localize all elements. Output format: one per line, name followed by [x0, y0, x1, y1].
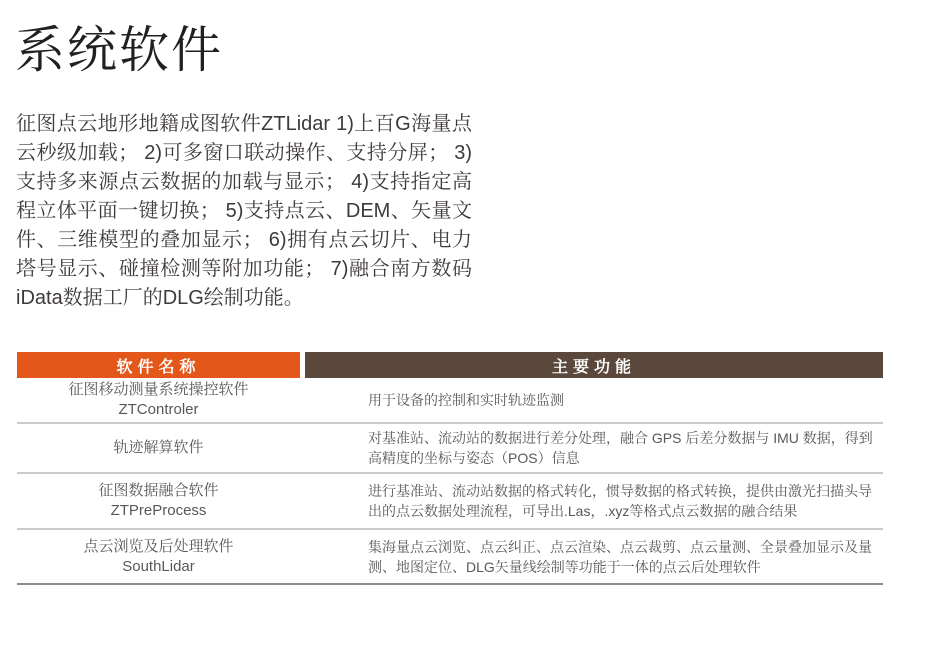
software-name-cell: [17, 530, 300, 583]
column-header-main-functions: 主要功能: [305, 352, 883, 378]
software-name-en: ZTPreProcess: [110, 502, 207, 519]
software-name-cn: 征图数据融合软件: [98, 482, 219, 499]
software-name-cn: 轨迹解算软件: [113, 439, 204, 456]
table-header-row: [17, 352, 883, 378]
table-row: [17, 474, 883, 530]
software-desc-cell: [300, 424, 883, 472]
intro-paragraph: 征图点云地形地籍成图软件ZTLidar 1)上百G海量点云秒级加载； 2)可多窗口联动操作、支持分屏； 3)支持多来源点云数据的加载与显示； 4)支持指定高程立体平面一键切换； 5)支持点云、DEM、矢量文件、三维模型的叠加显示； 6)拥有点云切片、电力塔号显示、碰撞检测等附加功能； 7)融合南方数码iData数据工厂的DLG绘制功能。: [16, 113, 472, 309]
software-desc-cell: [300, 378, 883, 422]
software-name-cell: [17, 378, 300, 422]
table-row: [17, 378, 883, 424]
software-desc: 集海量点云浏览、点云纠正、点云渲染、点云裁剪、点云量测、全景叠加显示及量测、地图定位、DLG矢量线绘制等功能于一体的点云后处理软件: [368, 538, 872, 575]
table-row: [17, 530, 883, 585]
software-name-cell: [17, 424, 300, 472]
software-name-cn: 征图移动测量系统操控软件: [68, 381, 249, 398]
page-title: 系统软件: [15, 22, 223, 78]
software-desc: 进行基准站、流动站数据的格式转化，惯导数据的格式转换，提供由激光扫描头导出的点云数据处理流程，可导出.Las，.xyz等格式点云数据的融合结果: [368, 483, 872, 519]
software-desc-cell: [300, 474, 883, 528]
software-desc-cell: [300, 530, 883, 583]
software-desc: 对基准站、流动站的数据进行差分处理，融合 GPS 后差分数据与 IMU 数据，得到高精度的坐标与姿态（POS）信息: [368, 430, 873, 466]
software-name-cell: [17, 474, 300, 528]
table-row: [17, 424, 883, 474]
software-name-en: ZTControler: [118, 401, 199, 418]
software-name-en: SouthLidar: [122, 557, 195, 575]
software-table: [17, 352, 883, 585]
software-desc: 用于设备的控制和实时轨迹监测: [368, 392, 564, 408]
column-header-software-name: 软件名称: [17, 352, 300, 378]
software-name-cn: 点云浏览及后处理软件: [83, 537, 234, 555]
